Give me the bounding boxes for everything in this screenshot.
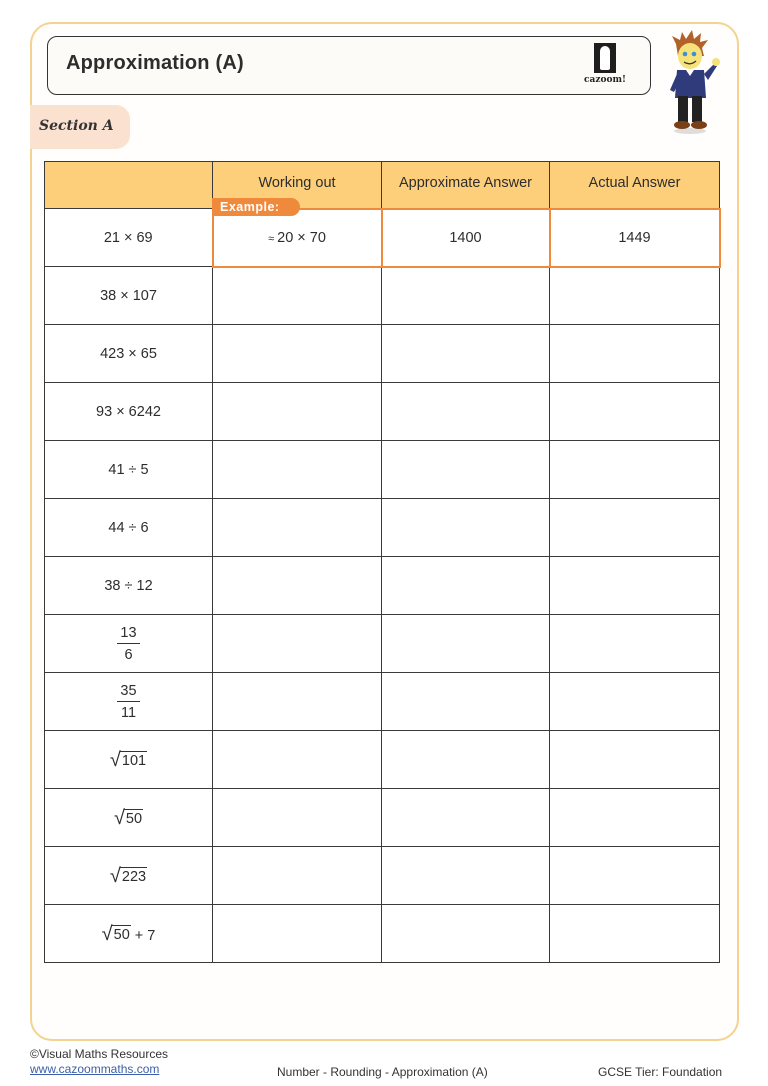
example-row <box>45 209 720 267</box>
approximate-answer-input[interactable] <box>382 731 550 789</box>
table-row <box>45 789 720 847</box>
radicand: 101 <box>121 752 147 769</box>
addend: + 7 <box>134 927 156 944</box>
actual-answer-input[interactable] <box>550 789 720 847</box>
question-cell: 93 × 6242 <box>45 383 213 441</box>
square-root <box>110 866 147 886</box>
question-cell: 38 ÷ 12 <box>45 557 213 615</box>
question-cell: 38 × 107 <box>45 267 213 325</box>
radicand: 223 <box>121 868 147 885</box>
radicand: 50 <box>125 810 143 827</box>
question-cell: 41 ÷ 5 <box>45 441 213 499</box>
actual-answer-cell: 1449 <box>550 209 720 267</box>
working-out-input[interactable] <box>213 905 382 963</box>
question-cell <box>45 673 213 731</box>
working-out-input[interactable] <box>213 383 382 441</box>
working-out-input[interactable] <box>213 441 382 499</box>
website-link[interactable]: www.cazoommaths.com <box>30 1062 160 1076</box>
approximate-answer-input[interactable] <box>382 673 550 731</box>
approximate-answer-input[interactable] <box>382 789 550 847</box>
question-cell: 44 ÷ 6 <box>45 499 213 557</box>
table-row <box>45 441 720 499</box>
square-root <box>114 808 143 828</box>
numerator: 13 <box>117 626 139 645</box>
page-title: Approximation (A) <box>66 52 244 74</box>
actual-answer-input[interactable] <box>550 383 720 441</box>
actual-answer-input[interactable] <box>550 499 720 557</box>
column-header-approximate-answer: Approximate Answer <box>382 162 550 209</box>
actual-answer-input[interactable] <box>550 267 720 325</box>
cazoom-logo <box>574 43 636 89</box>
table-row <box>45 905 720 963</box>
question-cell <box>45 615 213 673</box>
question-cell <box>45 905 213 963</box>
approximate-answer-input[interactable] <box>382 847 550 905</box>
question-cell <box>45 847 213 905</box>
section-label: Section A <box>39 118 114 134</box>
approximate-answer-input[interactable] <box>382 557 550 615</box>
table-row <box>45 499 720 557</box>
question-cell: 423 × 65 <box>45 325 213 383</box>
radical-icon: √ <box>109 748 121 771</box>
radical-icon: √ <box>113 806 125 829</box>
actual-answer-input[interactable] <box>550 673 720 731</box>
working-out-input[interactable] <box>213 499 382 557</box>
title-box <box>47 36 651 95</box>
approximate-answer-input[interactable] <box>382 499 550 557</box>
working-out-cell <box>213 209 382 267</box>
working-out-input[interactable] <box>213 325 382 383</box>
logo-text: cazoom! <box>584 75 626 85</box>
approximate-answer-input[interactable] <box>382 615 550 673</box>
numerator: 35 <box>117 684 139 703</box>
question-cell <box>45 731 213 789</box>
actual-answer-input[interactable] <box>550 557 720 615</box>
question-cell: 21 × 69 <box>45 209 213 267</box>
copyright-text: ©Visual Maths Resources <box>30 1047 169 1061</box>
working-out-input[interactable] <box>213 557 382 615</box>
square-root <box>110 750 147 770</box>
denominator: 6 <box>124 647 133 663</box>
working-out-input[interactable] <box>213 847 382 905</box>
fraction <box>117 684 139 721</box>
radical-icon: √ <box>109 864 121 887</box>
approximate-answer-cell: 1400 <box>382 209 550 267</box>
approximate-answer-input[interactable] <box>382 383 550 441</box>
working-out-input[interactable] <box>213 615 382 673</box>
approximate-answer-input[interactable] <box>382 441 550 499</box>
actual-answer-input[interactable] <box>550 325 720 383</box>
footer-credits <box>30 1047 168 1077</box>
approx-symbol: ≈ <box>268 232 275 245</box>
example-badge: Example: <box>212 198 300 216</box>
fraction <box>117 626 139 663</box>
radical-icon: √ <box>101 922 113 945</box>
working-out-input[interactable] <box>213 673 382 731</box>
table-row <box>45 267 720 325</box>
table-header-row <box>45 162 720 209</box>
table-row <box>45 847 720 905</box>
working-out-input[interactable] <box>213 267 382 325</box>
table-row <box>45 673 720 731</box>
working-out-input[interactable] <box>213 731 382 789</box>
section-tab <box>30 105 130 149</box>
actual-answer-input[interactable] <box>550 847 720 905</box>
column-header-question <box>45 162 213 209</box>
denominator: 11 <box>120 705 137 721</box>
square-root <box>102 924 131 944</box>
table-row <box>45 731 720 789</box>
footer-topic: Number - Rounding - Approximation (A) <box>277 1065 488 1079</box>
radicand: 50 <box>113 926 130 943</box>
actual-answer-input[interactable] <box>550 441 720 499</box>
question-cell <box>45 789 213 847</box>
table-row <box>45 615 720 673</box>
actual-answer-input[interactable] <box>550 731 720 789</box>
approximate-answer-input[interactable] <box>382 267 550 325</box>
column-header-working-out: Working out <box>213 162 382 209</box>
table-row <box>45 557 720 615</box>
column-header-actual-answer: Actual Answer <box>550 162 720 209</box>
table-row <box>45 325 720 383</box>
footer-tier: GCSE Tier: Foundation <box>598 1065 723 1079</box>
working-out-value: 20 × 70 <box>277 229 326 246</box>
approximation-table <box>44 161 721 963</box>
table-row <box>45 383 720 441</box>
mascot-icon <box>664 30 720 134</box>
actual-answer-input[interactable] <box>550 615 720 673</box>
cazoom-logo-icon <box>594 43 616 73</box>
approximate-answer-input[interactable] <box>382 905 550 963</box>
working-out-input[interactable] <box>213 789 382 847</box>
approximate-answer-input[interactable] <box>382 325 550 383</box>
actual-answer-input[interactable] <box>550 905 720 963</box>
